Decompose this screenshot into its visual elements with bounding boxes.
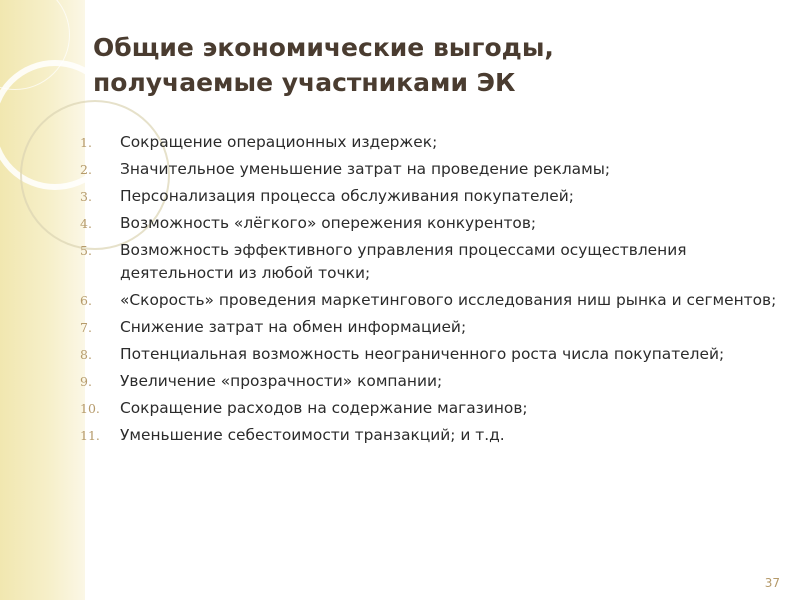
list-item-number: 4. bbox=[80, 216, 92, 231]
list-item-number: 11. bbox=[80, 428, 100, 443]
list-item-number: 3. bbox=[80, 189, 92, 204]
list-item bbox=[80, 212, 790, 235]
list-item-number: 8. bbox=[80, 347, 92, 362]
list-item-number: 7. bbox=[80, 320, 92, 335]
list-item bbox=[80, 424, 790, 447]
list-item bbox=[80, 289, 790, 312]
list-item bbox=[80, 370, 790, 393]
list-item bbox=[80, 316, 790, 339]
benefits-list bbox=[80, 131, 790, 451]
list-item-number: 5. bbox=[80, 243, 92, 258]
list-item-text: «Скорость» проведения маркетингового исследования ниш рынка и сегментов; bbox=[120, 291, 777, 309]
list-item-text: Сокращение расходов на содержание магазинов; bbox=[120, 399, 528, 417]
list-item-text: Возможность «лёгкого» опережения конкурентов; bbox=[120, 214, 537, 232]
slide-title-line: получаемые участниками ЭК bbox=[93, 68, 516, 97]
list-item-number: 1. bbox=[80, 135, 92, 150]
slide-title-line: Общие экономические выгоды, bbox=[93, 33, 554, 62]
list-item-text: Снижение затрат на обмен информацией; bbox=[120, 318, 467, 336]
list-item-text: Увеличение «прозрачности» компании; bbox=[120, 372, 443, 390]
list-item-number: 10. bbox=[80, 401, 100, 416]
list-item bbox=[80, 131, 790, 154]
list-item-text: Сокращение операционных издержек; bbox=[120, 133, 438, 151]
list-item bbox=[80, 343, 790, 366]
list-item bbox=[80, 158, 790, 181]
list-item-text: Уменьшение себестоимости транзакций; и т.д. bbox=[120, 426, 505, 444]
list-item bbox=[80, 239, 790, 285]
slide-title bbox=[93, 30, 743, 100]
list-item-text: Возможность эффективного управления процессами осуществления деятельности из любой точки; bbox=[120, 241, 687, 282]
list-item-text: Значительное уменьшение затрат на проведение рекламы; bbox=[120, 160, 611, 178]
list-item bbox=[80, 185, 790, 208]
page-number: 37 bbox=[764, 576, 780, 590]
list-item bbox=[80, 397, 790, 420]
decorative-side-band bbox=[0, 0, 85, 600]
list-item-number: 6. bbox=[80, 293, 92, 308]
list-item-number: 2. bbox=[80, 162, 92, 177]
list-item-text: Персонализация процесса обслуживания покупателей; bbox=[120, 187, 574, 205]
list-item-text: Потенциальная возможность неограниченного роста числа покупателей; bbox=[120, 345, 725, 363]
list-item-number: 9. bbox=[80, 374, 92, 389]
